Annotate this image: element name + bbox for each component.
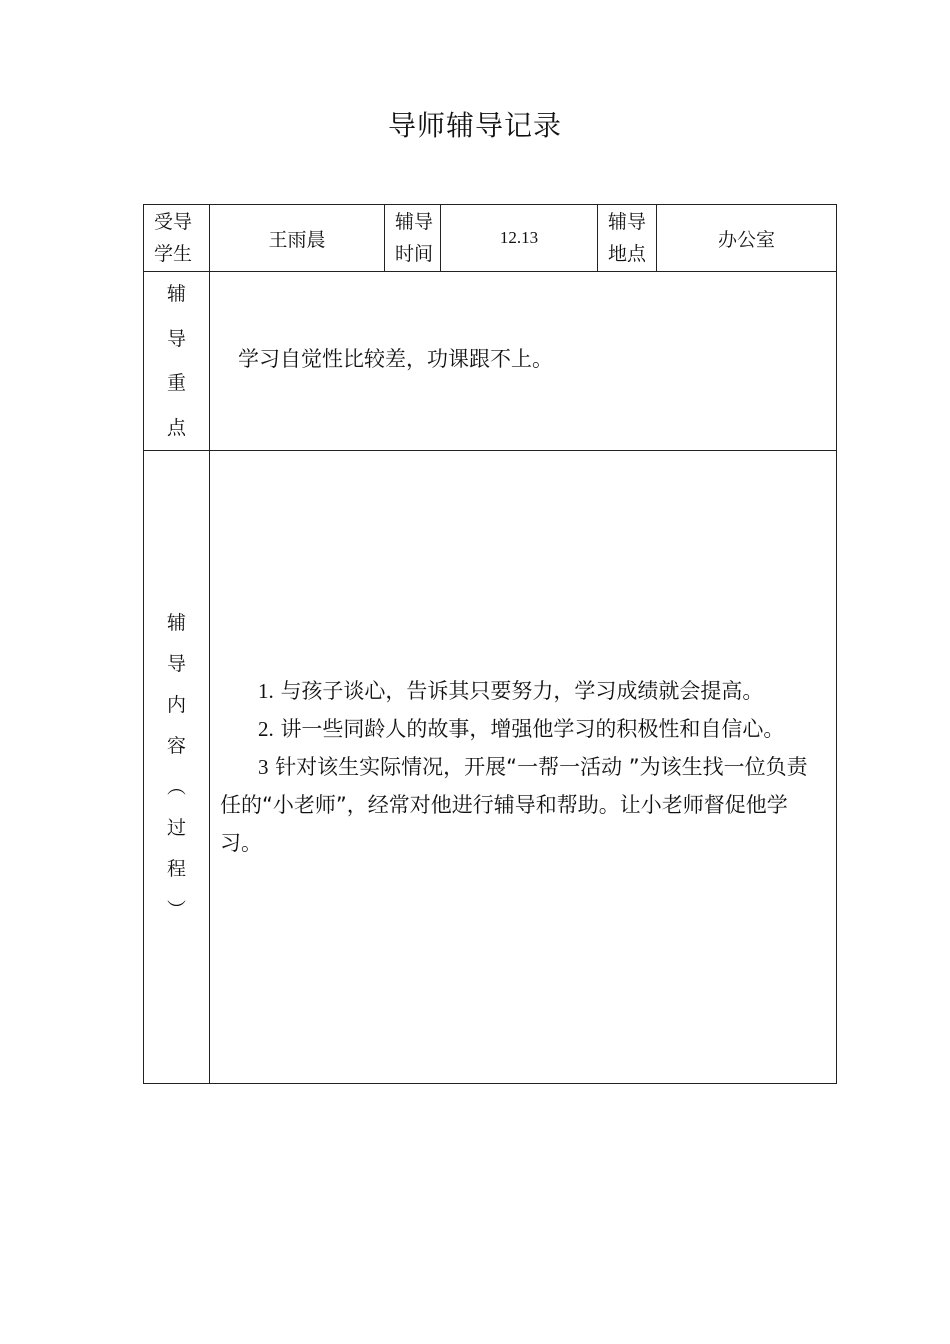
content-label <box>144 451 210 1084</box>
student-name: 王雨晨 <box>210 205 385 272</box>
item-text: 针对该生实际情况，开展“一帮一活动 ”为该生找一位负责任的“小老师”，经常对他进行辅导和帮助。让小老师督促他学习。 <box>220 755 808 855</box>
focus-label-char: 点 <box>166 416 186 439</box>
focus-label-char: 导 <box>166 327 186 350</box>
time-label: 辅导时间 <box>385 205 441 272</box>
focus-label <box>144 272 210 451</box>
item-text: 讲一些同龄人的故事，增强他学习的积极性和自信心。 <box>280 717 785 741</box>
focus-label-char: 辅 <box>166 283 186 305</box>
student-label: 受导学生 <box>144 205 210 272</box>
place-label: 辅导地点 <box>598 205 657 272</box>
focus-label-char: 重 <box>166 372 186 394</box>
header-row <box>144 205 837 272</box>
focus-row <box>144 272 837 451</box>
content-label-char: 导 <box>166 653 186 675</box>
content-label-char: 辅 <box>166 612 186 634</box>
tutoring-place: 办公室 <box>657 205 837 272</box>
item-number: 2. <box>258 717 274 741</box>
page-title: 导师辅导记录 <box>387 109 562 142</box>
content-row <box>144 451 837 1084</box>
content-item <box>220 748 828 862</box>
content-item <box>220 710 828 748</box>
content-label-char: 过 <box>166 817 186 839</box>
tutoring-time: 12.13 <box>441 205 598 272</box>
content-label-char: 内 <box>166 694 186 716</box>
content-item <box>220 672 828 710</box>
content-label-char: ︶ <box>166 899 186 921</box>
focus-text: 学习自觉性比较差，功课跟不上。 <box>210 272 837 451</box>
item-number: 1. <box>258 679 274 703</box>
content-text <box>210 451 837 1084</box>
tutoring-record-table <box>143 204 837 1084</box>
content-label-char: 容 <box>166 735 186 757</box>
item-number: 3 <box>258 755 269 779</box>
content-label-char: ︵ <box>166 776 186 798</box>
content-label-char: 程 <box>166 858 186 880</box>
item-text: 与孩子谈心，告诉其只要努力，学习成绩就会提高。 <box>280 679 764 703</box>
